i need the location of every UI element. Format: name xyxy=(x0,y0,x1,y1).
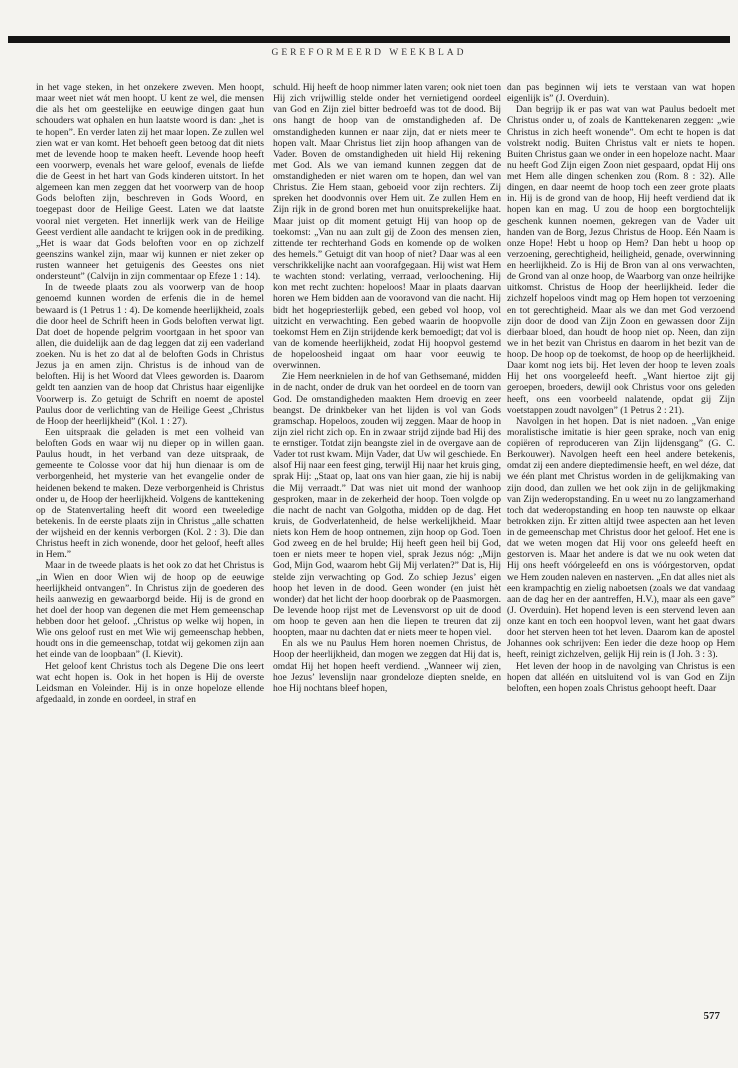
header-rule xyxy=(8,36,730,43)
paragraph: Het geloof kent Christus toch als Degene Die ons leert wat echt hopen is. Ook in het hopen is Hij de overste Leidsman en Voleinder. Hij is in onze hopeloze ellende afgedaald, in zonde en oordeel, in straf en xyxy=(36,660,264,705)
paragraph: schuld. Hij heeft de hoop nimmer laten varen; ook niet toen Hij zich vrijwillig stelde onder het vernietigend oordeel van God en Zijn ziel bitter bedroefd was tot de dood. Bij ons hangt de hoop van de omstandigheden af. De omstandigheden kunnen er naar zijn, dat er niets meer te hopen valt. Maar Christus liet zijn hoop afhangen van de Vader. Boven de omstandigheden uit hield Hij rekening met God. Als we van iemand kunnen zeggen dat de omstandigheden er niet waren om te hopen, dan wel van Christus. Zie Hem staan, geboeid voor zijn rechters. Zij spreken het doodvonnis over Hem uit. Ze zullen Hem en Zijn rijk in de grond boren met hun onuitsprekelijke haat. Maar juist op dit moment getuigt Hij van hoop op de toekomst: „Van nu aan zult gij de Zoon des mensen zien, zittende ter rechterhand Gods en komende op de wolken des hemels.” Getuigt dit van hoop of niet? Daar was al een verschrikkelijke nacht aan voorafgegaan. Hij wist wat Hem te wachten stond: verlating, verraad, verloochening. Hij kon met recht zuchten: hopeloos! Maar in plaats daarvan horen we Hem bidden aan de vooravond van die nacht. Hij bidt het hogepriesterlijk gebed, een gebed vol hoop, vol uitzicht en verwachting. Een gebed waarin de hoopvolle toekomst Hem en Zijn strijdende kerk bemoedigt; dat vol is van de komende heerlijkheid, zodat Hij hoopvol gestemd de hopeloosheid ingaat om haar voor eeuwig te overwinnen. xyxy=(273,82,501,372)
paragraph: dan pas beginnen wij iets te verstaan van wat hopen eigenlijk is” (J. Overduin). xyxy=(507,82,735,105)
paragraph: En als we nu Paulus Hem horen noemen Christus, de Hoop der heerlijkheid, dan mogen we zeggen dat Hij dat is, omdat Hij het hopen heeft verdiend. „Wanneer wij zien, hoe Jezus’ levenslijn naar grondeloze diepten snelde, en hoe Hij nochtans bleef hopen, xyxy=(273,638,501,694)
column-1 xyxy=(36,82,264,1042)
paragraph: Dan begrijp ik er pas wat van wat Paulus bedoelt met Christus onder u, of zoals de Kanttekenaren zeggen: „wie Christus in zich heeft wonende”. Om echt te hopen is dat volstrekt nodig. Buiten Christus valt er niets te hopen. Buiten Christus gaan we onder in een hopeloze nacht. Maar nu heeft God Zijn eigen Zoon niet gespaard, opdat Hij ons met Hem alle dingen schenken zou (Rom. 8 : 32). Alle dingen, en daar neemt de hoop toch een zeer grote plaats in. Hij is de grond van de hoop, Hij heeft verdiend dat ik hopen kan en mag. U zou de hoop een borgtochtelijk geschenk kunnen noemen, gekregen van de Vader uit handen van de Borg, Jezus Christus de Hoop. Eén Naam is onze Hope! Hebt u hoop op Hem? Dan hebt u hoop op verzoening, gerechtigheid, heiligheid, genade, overwinning en heerlijkheid. Zo is Hij de Bron van al ons verwachten, de Grond van al onze hoop, de Waarborg van onze heilrijke uitkomst. Christus de Hoop der heerlijkheid. Ieder die zichzelf hopeloos vindt mag op Hem hopen tot verzoening en tot gerechtigheid. Maar als we dan met God verzoend zijn door de dood van Zijn Zoon en gewassen door Zijn dierbaar bloed, dan houdt de hoop niet op. Neen, dan zijn we in het bezit van Christus en daarom in het bezit van de hoop. De hoop op de toekomst, de hoop op de heerlijkheid. Daar komt nog iets bij. Het leven der hoop te leven zoals Hij het ons voorgeleefd heeft. „Want hiertoe zijt gij geroepen, broeders, dewijl ook Christus voor ons geleden heeft, ons een voorbeeld nalatende, opdat gij Zijn voetstappen zoudt navolgen” (1 Petrus 2 : 21). xyxy=(507,104,735,416)
page-number: 577 xyxy=(703,1010,720,1022)
paragraph: Een uitspraak die geladen is met een volheid van beloften Gods en waar wij nu dieper op in willen gaan. Paulus houdt, in het verband van deze uitspraak, de gemeente te Colosse voor dat hij hun dienaar is om de verborgenheid, het mysterie van het evangelie onder de heidenen bekend te maken. Deze verborgenheid is Christus onder u, de Hoop der heerlijkheid. Volgens de kanttekening op de Statenvertaling heeft dit woord een tweeledige betekenis. In de eerste plaats zijn in Christus „alle schatten der wijsheid en der kennis verborgen (Kol. 2 : 3). Die dan Christus heeft in zich wonende, door het geloof, heeft alles in Hem.” xyxy=(36,426,264,561)
running-head: GEREFORMEERD WEEKBLAD xyxy=(271,48,467,58)
paragraph: Het leven der hoop in de navolging van Christus is een hopen dat alléén en uitsluitend vol is van God en Zijn beloften, een hopen zoals Christus gehoopt heeft. Daar xyxy=(507,660,735,694)
paragraph: Maar in de tweede plaats is het ook zo dat het Christus is „in Wien en door Wien wij de hoop op de eeuwige heerlijkheid ontvangen”. In Christus zijn de goederen des heils aanwezig en gewaarborgd beide. Hij is de grond en het doel der hoop van degenen die met Hem gemeenschap hebben door het geloof. „Christus op welke wij hopen, in Wie ons geloof rust en met Wie wij gemeenschap hebben, houdt ons in die gemeenschap, totdat wij gekomen zijn aan het einde van de loopbaan” (I. Kievit). xyxy=(36,560,264,661)
paragraph: in het vage steken, in het onzekere zweven. Men hoopt, maar weet niet wát men hoopt. U kent ze wel, die mensen die als het om geestelijke en eeuwige dingen gaat hun schouders wat ophalen en hun laatste woord is dan: „het is te hopen”. En verder laten zij het maar lopen. Ze zullen wel zien wat er van komt. Het behoeft geen betoog dat dit niets met de levende hoop te maken heeft. Levende hoop heeft een voorwerp, evenals het ware geloof, evenals de liefde die de Geest in het hart van Gods kinderen uitstort. In het algemeen kan men zeggen dat het voorwerp van de hoop Gods beloften zijn, beschreven in Gods Woord, en toegepast door de Heilige Geest. Laten we dat laatste vooral niet vergeten. Het innerlijk werk van de Heilige Geest verdient alle aandacht te krijgen ook in de prediking. „Het is waar dat Gods beloften voor en op zichzelf geenszins wankel zijn, maar wij kunnen er niet zeker op rusten wanneer het getuigenis des Geestes ons niet ondersteunt” (Calvijn in zijn commentaar op Efeze 1 : 14). xyxy=(36,82,264,283)
paragraph: In de tweede plaats zou als voorwerp van de hoop genoemd kunnen worden de erfenis die in de hemel bewaard is (1 Petrus 1 : 4). De komende heerlijkheid, zoals die door heel de Schrift heen in Gods beloften verwat ligt. Dat doet de hopende pelgrim voortgaan in het spoor van allen, die duidelijk aan de dag leggen dat zij een vaderland zoeken. Nu is het zo dat al de beloften Gods in Christus Jezus ja en amen zijn. Christus is de inhoud van de beloften. Hij is het Woord dat Vlees geworden is. Daarom geldt ten aanzien van de hoop dat Christus haar eigenlijke Voorwerp is. Zo getuigt de Schrift en noemt de apostel Paulus door de verlichting van de Heilige Geest „Christus de Hoop der heerlijkheid” (Kol. 1 : 27). xyxy=(36,282,264,427)
paragraph: Navolgen in het hopen. Dat is niet nadoen. „Van enige moralistische imitatie is hier geen sprake, noch van enig copiëren of reproduceren van Zijn lijdensgang” (G. C. Berkouwer). Navolgen heeft een heel andere betekenis, omdat zij een andere dieptedimensie heeft, en wel déze, dat we één plant met Christus worden in de gelijkmaking van zijn dood, dan zullen we het ook zijn in de gelijkmaking van Zijn wederopstanding. En u weet nu zo langzamerhand toch dat wederopstanding en hoop ten nauwste op elkaar betrokken zijn. Er zitten altijd twee aspecten aan het leven in de gemeenschap met Christus door het geloof. Het ene is dat we weten mogen dat Hij voor ons geleefd heeft en gestorven is. Maar het andere is dat we nu ook weten dat Hij ons heeft vóórgeleefd en ons is vóórgestorven, opdat we Hem zouden naleven en nasterven. „En dat alles niet als een krampachtig en zielig naboetsen (zoals we dat vandaag aan de dag her en der aantreffen, H.V.), maar als een gave” (J. Overduin). Het hopend leven is een stervend leven aan onze kant en toch een hoopvol leven, want het gaat dwars door het sterven heen tot het leven. Daarom kan de apostel Johannes ook schrijven: Een ieder die deze hoop op Hem heeft, reinigt zichzelven, gelijk Hij rein is (I Joh. 3 : 3). xyxy=(507,415,735,661)
paragraph: Zie Hem neerknielen in de hof van Gethsemané, midden in de nacht, onder de druk van het oordeel en de toorn van God. De omstandigheden maakten Hem droevig en zeer beangst. De drinkbeker van het lijden is vol van Gods gramschap. Hopeloos, zouden wij zeggen. Maar de hoop in zijn ziel richt zich op. En in zwaar strijd zijnde bad Hij des te ernstiger. Totdat zijn beangste ziel in de overgave aan de Vader tot rust kwam. Mijn Vader, dat Uw wil geschiede. En alsof Hij naar een feest ging, terwijl Hij naar het kruis ging, sprak Hij: „Staat op, laat ons van hier gaan, zie hij is nabij die Mij verraadt.” Dat was niet uit mond der wanhoop gesproken, maar in de zekerheid der hoop. Toen volgde op die nacht de nacht van Golgotha, midden op de dag. Het kruis, de Godverlatenheid, de helse werkelijkheid. Maar niets kon Hem de hoop ontnemen, zijn hoop op God. Toen God zweeg en de hel brulde; Hij heeft geen heil bij God, toen er niets meer te hopen viel, sprak Jezus nóg: „Mijn God, Mijn God, waarom hebt Gij Mij verlaten?” Dat is, Hij stelde zijn verwachting op God. Zo schiep Jezus’ eigen hoop het leven in de dood. Geen wonder (en juist hèt wonder) dat het licht der hoop doorbrak op de Paasmorgen. De levende hoop rijst met de Levensvorst op uit de dood om hoop te geven aan hen die liepen te treuren dat zij hoopten, maar nu dachten dat er niets meer te hopen viel. xyxy=(273,371,501,639)
column-3 xyxy=(507,82,735,1042)
column-2 xyxy=(273,82,501,1042)
